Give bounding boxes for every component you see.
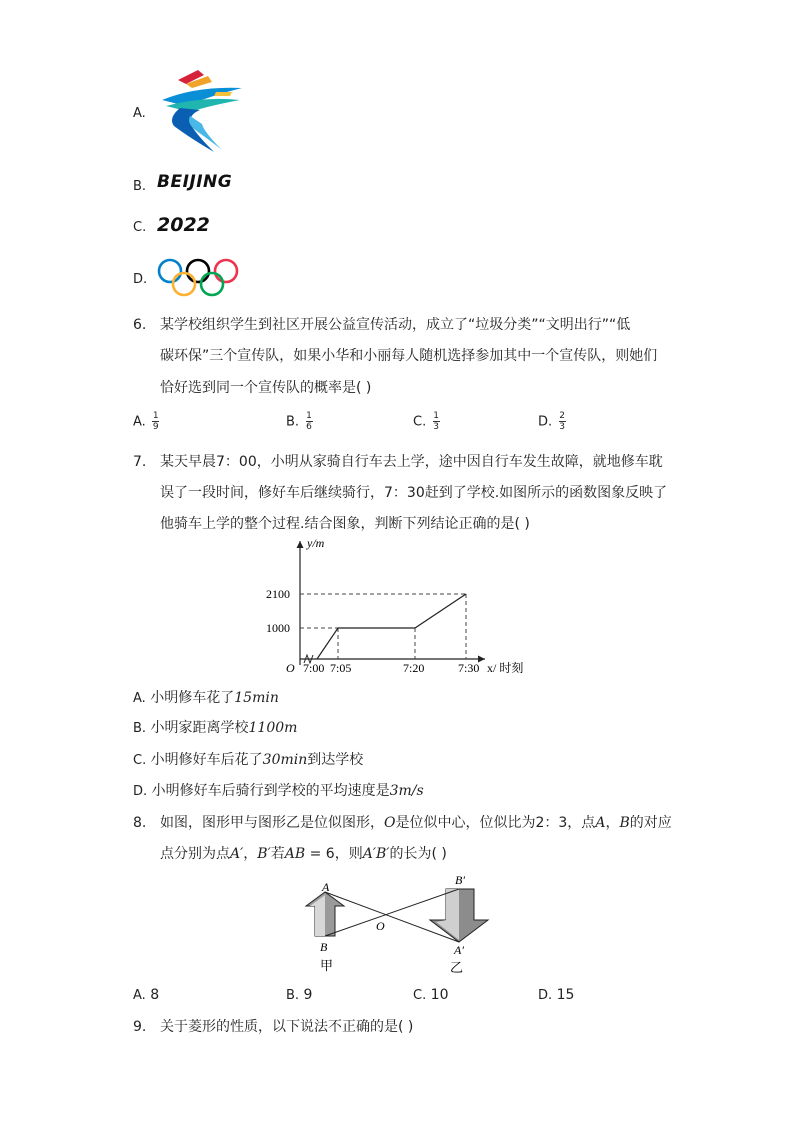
label-A-prime: A′: [454, 943, 464, 957]
olympic-rings-icon[interactable]: [156, 256, 242, 300]
x-tick-700: 7:00: [303, 661, 325, 675]
x-tick-705: 7:05: [330, 661, 352, 675]
q6-option-d[interactable]: D. $\frac{2}{3}$: [538, 411, 565, 432]
label-A: A: [322, 880, 330, 894]
q7-option-d[interactable]: D. 小明修好车后骑行到学校的平均速度是3m/s: [133, 783, 424, 799]
q6-number: 6.: [133, 317, 147, 333]
q5-option-a-label: A.: [133, 106, 146, 121]
q8-option-c[interactable]: C. 10: [413, 987, 449, 1003]
q9-line: 关于菱形的性质，以下说法不正确的是( ): [160, 1019, 414, 1035]
x-tick-730: 7:30: [458, 661, 480, 675]
q7-option-b[interactable]: B. 小明家距离学校1100m: [133, 720, 298, 736]
function-line: [317, 594, 466, 659]
q7-function-graph: [260, 535, 550, 685]
label-yi: 乙: [450, 960, 464, 975]
q7-line-2: 误了一段时间，修好车后继续骑行，7：30赶到了学校.如图所示的函数图象反映了: [160, 485, 668, 501]
fraction: $\frac{1}{6}$: [306, 411, 312, 432]
q8-option-a[interactable]: A. 8: [133, 987, 160, 1003]
x-axis-label: x/ 时刻: [487, 661, 524, 675]
q8-number: 8.: [133, 815, 147, 831]
q8-option-d[interactable]: D. 15: [538, 987, 575, 1003]
q7-option-c[interactable]: C. 小明修好车后花了30min到达学校: [133, 752, 364, 768]
q8-line-1: 如图，图形甲与图形乙是位似图形，O是位似中心，位似比为2：3，点A，B的对应: [160, 815, 672, 831]
y-tick-1000: 1000: [266, 621, 290, 635]
q5-option-d-label: D.: [133, 272, 148, 287]
fraction: $\frac{2}{3}$: [559, 411, 565, 432]
q7-line-1: 某天早晨7：00，小明从家骑自行车去上学，途中因自行车发生故障，就地修车耽: [160, 454, 663, 470]
q8-option-b[interactable]: B. 9: [286, 987, 313, 1003]
q6-option-c[interactable]: C. $\frac{1}{3}$: [413, 411, 440, 432]
q5-option-b-label: B.: [133, 179, 147, 194]
q7-line-3: 他骑车上学的整个过程.结合图象，判断下列结论正确的是( ): [160, 516, 530, 532]
q8-line-2: 点分别为点A′，B′若AB = 6，则A′B′的长为( ): [160, 846, 447, 862]
2022-wordmark: 2022: [157, 214, 210, 236]
x-tick-720: 7:20: [403, 661, 425, 675]
fraction: $\frac{1}{3}$: [433, 411, 440, 432]
q5-option-c-label: C.: [133, 220, 147, 235]
label-B-prime: B′: [455, 873, 465, 887]
y-axis-label: y/m: [307, 536, 325, 550]
q6-line-2: 碳环保”三个宣传队，如果小华和小丽每人随机选择参加其中一个宣传队，则她们: [160, 348, 658, 364]
q6-option-a[interactable]: A. $\frac{1}{9}$: [133, 411, 159, 432]
origin-label: O: [286, 661, 295, 675]
y-tick-2100: 2100: [266, 587, 290, 601]
q6-line-3: 恰好选到同一个宣传队的概率是( ): [160, 380, 372, 396]
label-jia: 甲: [320, 958, 334, 973]
label-B: B: [320, 940, 328, 954]
q6-option-b[interactable]: B. $\frac{1}{6}$: [286, 411, 312, 432]
q6-line-1: 某学校组织学生到社区开展公益宣传活动，成立了“垃圾分类”“文明出行”“低: [160, 317, 631, 333]
q7-number: 7.: [133, 454, 147, 470]
q7-option-a[interactable]: A. 小明修车花了15min: [133, 690, 279, 706]
beijing-wordmark: BEIJING: [157, 172, 233, 192]
beijing-2022-emblem-icon[interactable]: [156, 66, 246, 156]
fraction: $\frac{1}{9}$: [152, 411, 159, 432]
q8-homothety-figure: [298, 870, 500, 980]
q9-number: 9.: [133, 1019, 147, 1035]
label-O: O: [376, 919, 385, 933]
